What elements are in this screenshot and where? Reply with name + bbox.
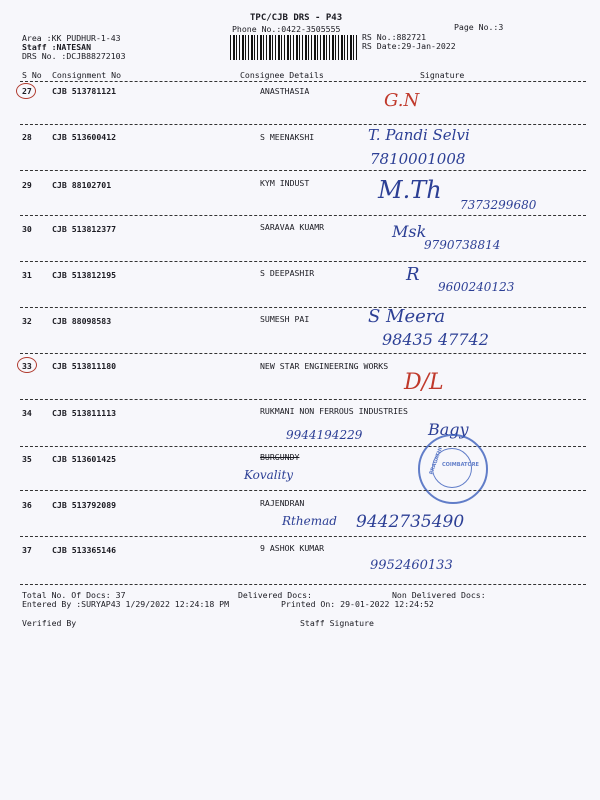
row-consignment: CJB 513781121 (52, 86, 117, 96)
staff-signature-label: Staff Signature (300, 618, 374, 628)
row-divider (20, 490, 586, 491)
row-divider (20, 536, 586, 537)
row-consignment: CJB 513600412 (52, 132, 117, 142)
row-phone: 9600240123 (438, 280, 515, 294)
row-phone: 7373299680 (460, 198, 537, 212)
header-divider (20, 81, 586, 82)
staff-label: Staff :NATESAN (22, 42, 92, 52)
row-sno: 36 (22, 500, 32, 510)
row-phone: 9952460133 (370, 558, 453, 573)
row-divider (20, 584, 586, 585)
drs-number: DRS No. :DCJB88272103 (22, 51, 126, 61)
row-sno: 29 (22, 180, 32, 190)
row-signature: T. Pandi Selvi (368, 126, 470, 144)
row-consignee: SUMESH PAI (260, 314, 310, 324)
row-consignee: ANASTHASIA (260, 86, 310, 96)
row-consignee: KYM INDUST (260, 178, 310, 188)
row-divider (20, 124, 586, 125)
column-signature: Signature (420, 70, 465, 80)
page-number: Page No.:3 (454, 22, 504, 32)
row-signature: R (406, 264, 420, 285)
row-signature: M.Th (378, 176, 442, 204)
row-signature: D/L (404, 370, 444, 395)
row-consignment: CJB 513812377 (52, 224, 117, 234)
row-consignment: CJB 513812195 (52, 270, 117, 280)
row-phone: 9944194229 (286, 428, 363, 442)
row-consignment: CJB 513811113 (52, 408, 117, 418)
row-divider (20, 446, 586, 447)
column-consignment: Consignment No (52, 70, 122, 80)
document-title: TPC/CJB DRS - P43 (250, 13, 343, 23)
delivered-docs: Delivered Docs: (238, 590, 312, 600)
row-consignment: CJB 513365146 (52, 545, 117, 555)
row-divider (20, 215, 586, 216)
row-consignee: S MEENAKSHI (260, 132, 315, 142)
row-divider (20, 261, 586, 262)
row-consignee: RAJENDRAN (260, 498, 305, 508)
rs-date: RS Date:29-Jan-2022 (362, 41, 456, 51)
row-divider (20, 353, 586, 354)
printed-on: Printed On: 29-01-2022 12:24:52 (281, 599, 434, 609)
row-divider (20, 170, 586, 171)
barcode (230, 35, 358, 60)
row-divider (20, 399, 586, 400)
row-consignee: NEW STAR ENGINEERING WORKS (260, 361, 389, 371)
row-phone: 9790738814 (424, 238, 501, 252)
row-consignment: CJB 513811180 (52, 361, 117, 371)
row-sno: 35 (22, 454, 32, 464)
non-delivered-docs: Non Delivered Docs: (392, 590, 486, 600)
row-signature: Rthemad (282, 514, 337, 528)
row-sno: 33 (22, 361, 32, 371)
row-sno: 34 (22, 408, 32, 418)
row-signature: Msk (392, 222, 427, 241)
column-sno: S No (22, 70, 42, 80)
company-stamp: PRAGATHI COIMBATORE (418, 434, 488, 504)
row-consignee: S DEEPASHIR (260, 268, 315, 278)
row-signature: G.N (384, 90, 420, 111)
row-phone: 7810001008 (370, 150, 466, 168)
entered-by: Entered By :SURYAP43 1/29/2022 12:24:18 PM (22, 599, 230, 609)
row-consignment: CJB 88102701 (52, 180, 112, 190)
row-signature: Bagy (428, 420, 469, 439)
row-consignee: RUKMANI NON FERROUS INDUSTRIES (260, 406, 408, 416)
phone-number: Phone No.:0422-3505555 (232, 24, 341, 34)
row-sno: 37 (22, 545, 32, 555)
row-consignee: SARAVAA KUAMR (260, 222, 325, 232)
verified-by: Verified By (22, 618, 77, 628)
rs-number: RS No.:882721 (362, 32, 427, 42)
row-signature: Kovality (244, 468, 294, 482)
row-sno: 32 (22, 316, 32, 326)
total-docs: Total No. Of Docs: 37 (22, 590, 126, 600)
row-sno: 27 (22, 86, 32, 96)
row-sno: 28 (22, 132, 32, 142)
row-sno: 31 (22, 270, 32, 280)
row-phone: 9442735490 (356, 512, 465, 532)
row-signature: S Meera (368, 306, 446, 327)
column-consignee: Consignee Details (240, 70, 324, 80)
row-consignment: CJB 513792089 (52, 500, 117, 510)
area-label: Area :KK PUDHUR-1-43 (22, 33, 121, 43)
row-phone: 98435 47742 (382, 330, 489, 349)
row-consignment: CJB 88098583 (52, 316, 112, 326)
row-divider (20, 307, 586, 308)
row-consignment: CJB 513601425 (52, 454, 117, 464)
row-consignee: 9 ASHOK KUMAR (260, 543, 325, 553)
row-sno: 30 (22, 224, 32, 234)
row-consignee: BURGUNDY (260, 452, 300, 462)
